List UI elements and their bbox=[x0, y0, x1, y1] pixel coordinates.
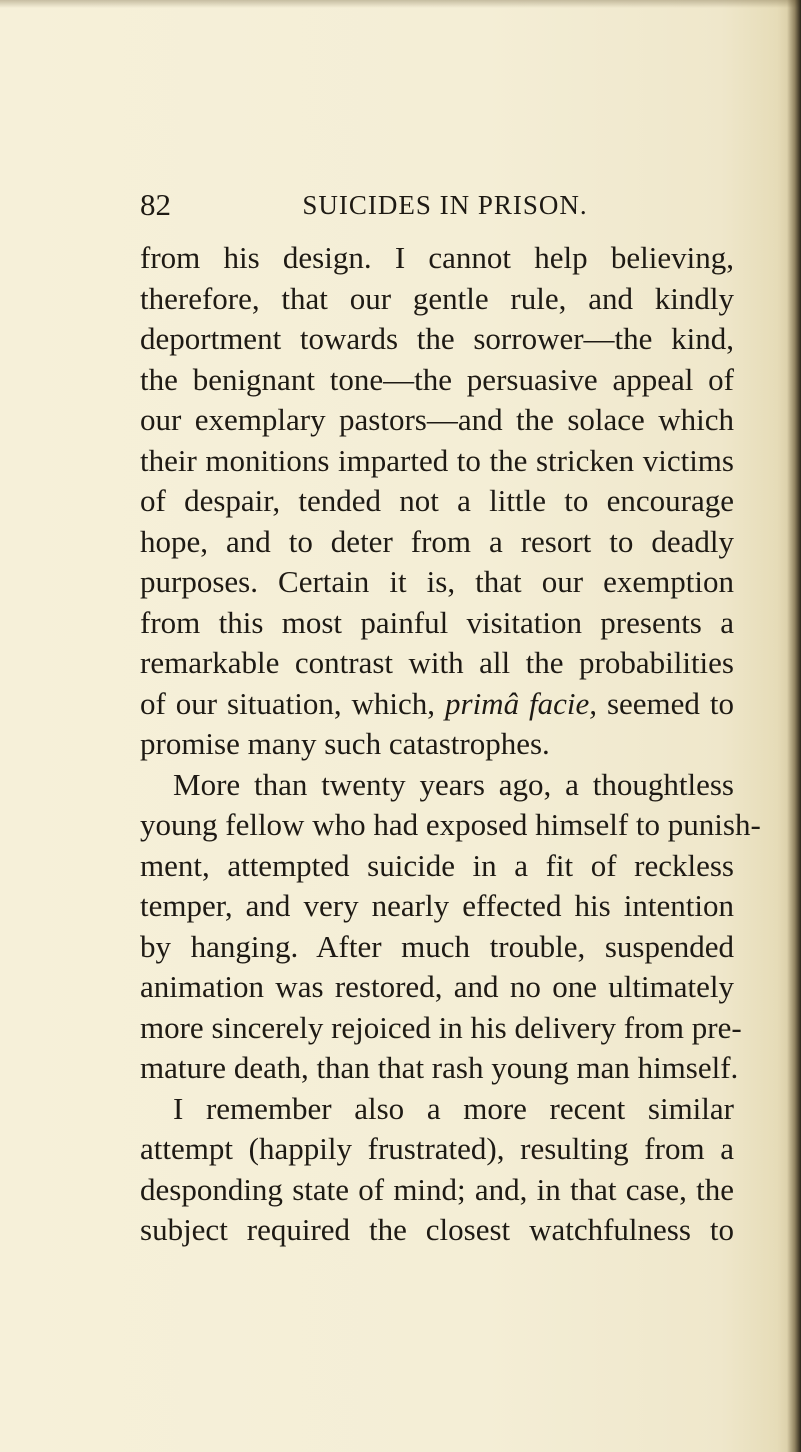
text-line: desponding state of mind; and, in that case, the bbox=[140, 1171, 734, 1207]
text-line: our exemplary pastors—and the solace which bbox=[140, 402, 734, 437]
text-segment: seemed to bbox=[597, 685, 734, 721]
text-line: subject required the closest watchfulness to bbox=[140, 1212, 734, 1247]
text-line: attempt (happily frustrated), resulting from a bbox=[140, 1131, 734, 1166]
text-line bbox=[140, 684, 734, 725]
paragraph-start-line: I remember also a more recent similar bbox=[173, 1090, 734, 1126]
text-line: animation was restored, and no one ultimately bbox=[140, 969, 734, 1004]
text-line: from his design. I cannot help believing, bbox=[140, 240, 734, 275]
italic-phrase: primâ facie, bbox=[445, 685, 598, 721]
running-head: SUICIDES IN PRISON. bbox=[302, 190, 588, 220]
text-line: young fellow who had exposed himself to punish- bbox=[140, 807, 761, 842]
page-number: 82 bbox=[140, 187, 171, 222]
text-line: ment, attempted suicide in a fit of reckless bbox=[140, 847, 734, 883]
paragraph-start-line: More than twenty years ago, a thoughtless bbox=[173, 766, 734, 802]
paragraph-end-line: promise many such catastrophes. bbox=[140, 726, 550, 761]
text-line: by hanging. After much trouble, suspended bbox=[140, 928, 734, 964]
text-line: more sincerely rejoiced in his delivery from pre- bbox=[140, 1009, 742, 1045]
text-line: temper, and very nearly effected his intention bbox=[140, 888, 734, 923]
text-line: their monitions imparted to the stricken victims bbox=[140, 442, 734, 478]
text-line: purposes. Certain it is, that our exemption bbox=[140, 564, 734, 599]
text-line: remarkable contrast with all the probabilities bbox=[140, 645, 734, 680]
text-line: of despair, tended not a little to encourage bbox=[140, 483, 734, 518]
text-line: from this most painful visitation presents a bbox=[140, 604, 734, 640]
text-line: deportment towards the sorrower—the kind, bbox=[140, 321, 734, 356]
paragraph-end-line: mature death, than that rash young man himself. bbox=[140, 1050, 739, 1085]
text-line: therefore, that our gentle rule, and kindly bbox=[140, 280, 734, 316]
text-line: hope, and to deter from a resort to deadly bbox=[140, 523, 734, 559]
page-binding-edge bbox=[787, 0, 801, 1452]
page-header bbox=[140, 185, 740, 225]
body-text bbox=[140, 238, 761, 1251]
text-segment: of our situation, which, bbox=[140, 685, 445, 721]
page-top-edge bbox=[0, 0, 801, 8]
text-line: the benignant tone—the persuasive appeal of bbox=[140, 361, 734, 397]
